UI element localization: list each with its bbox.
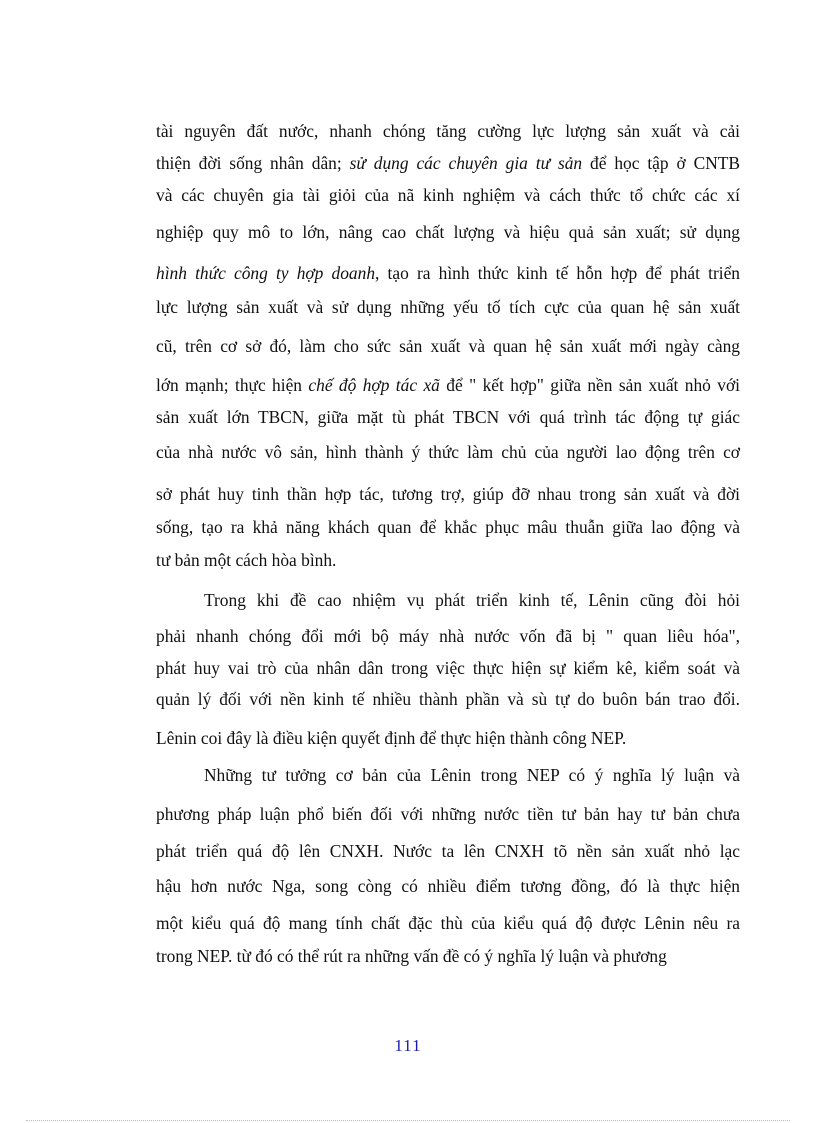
text-line: [156, 517, 740, 537]
text-run: lực lượng sản xuất và sử dụng những yếu tố tích cực của quan hệ sản xuất: [156, 297, 740, 317]
italic-term: chế độ hợp tác xã: [308, 375, 440, 395]
text-line: [156, 375, 740, 395]
text-run: sản xuất lớn TBCN, giữa mặt tù phát TBCN với quá trình tác động tự giác: [156, 407, 740, 427]
text-run: phải nhanh chóng đổi mới bộ máy nhà nước vốn đã bị " quan liêu hóa",: [156, 626, 740, 646]
text-run: Những tư tưởng cơ bản của Lênin trong NEP có ý nghĩa lý luận và: [204, 765, 740, 785]
text-run: và các chuyên gia tài giỏi của nã kinh nghiệm và cách thức tổ chức các xí: [156, 185, 740, 205]
text-run: của nhà nước vô sản, hình thành ý thức làm chủ của người lao động trên cơ: [156, 442, 740, 462]
text-run: để " kết hợp" giữa nền sản xuất nhỏ với: [439, 375, 740, 395]
text-run: để học tập ở CNTB: [582, 153, 740, 173]
text-run: lớn mạnh; thực hiện: [156, 375, 309, 395]
text-line: [156, 658, 740, 678]
text-line: [156, 121, 740, 141]
text-line: [156, 590, 740, 610]
text-line: [156, 484, 740, 504]
text-run: trong NEP. từ đó có thể rút ra những vấn đề có ý nghĩa lý luận và phương: [156, 946, 667, 966]
text-line: [156, 153, 740, 173]
text-line: [156, 222, 740, 242]
text-run: tài nguyên đất nước, nhanh chóng tăng cường lực lượng sản xuất và cải: [156, 121, 740, 141]
text-line: [156, 336, 740, 356]
text-run: Trong khi đề cao nhiệm vụ phát triển kinh tế, Lênin cũng đòi hỏi: [204, 590, 740, 610]
text-run: cũ, trên cơ sở đó, làm cho sức sản xuất và quan hệ sản xuất mới ngày càng: [156, 336, 740, 356]
text-line: [156, 804, 740, 824]
text-run: một kiểu quá độ mang tính chất đặc thù của kiểu quá độ được Lênin nêu ra: [156, 913, 740, 933]
text-line: [156, 728, 740, 748]
text-run: tư bản một cách hòa bình.: [156, 550, 337, 570]
text-line: [156, 442, 740, 462]
text-run: sống, tạo ra khả năng khách quan để khắc phục mâu thuẫn giữa lao động và: [156, 517, 740, 537]
text-line: [156, 297, 740, 317]
text-line: [156, 626, 740, 646]
text-line: [156, 407, 740, 427]
text-run: quản lý đối với nền kinh tế nhiều thành phần và sù tự do buôn bán trao đổi.: [156, 689, 740, 709]
text-line: [156, 550, 740, 570]
text-run: hậu hơn nước Nga, song còng có nhiều điểm tương đồng, đó là thực hiện: [156, 876, 740, 896]
italic-term: hình thức công ty hợp doanh: [156, 263, 376, 283]
text-run: phát triển quá độ lên CNXH. Nước ta lên CNXH tõ nền sản xuất nhỏ lạc: [156, 841, 740, 861]
text-run: phát huy vai trò của nhân dân trong việc thực hiện sự kiểm kê, kiểm soát và: [156, 658, 740, 678]
text-line: [156, 841, 740, 861]
text-run: nghiệp quy mô to lớn, nâng cao chất lượng và hiệu quả sản xuất; sử dụng: [156, 222, 740, 242]
text-line: [156, 263, 740, 283]
text-line: [156, 913, 740, 933]
text-line: [156, 765, 740, 785]
text-line: [156, 946, 740, 966]
text-line: [156, 185, 740, 205]
text-run: thiện đời sống nhân dân;: [156, 153, 350, 173]
text-line: [156, 876, 740, 896]
page-number: 111: [394, 1036, 422, 1055]
footer-divider: [26, 1120, 790, 1121]
text-run: , tạo ra hình thức kinh tế hỗn hợp để phát triển: [375, 263, 741, 283]
text-line: [156, 689, 740, 709]
italic-term: sử dụng các chuyên gia tư sản: [349, 153, 583, 173]
text-run: Lênin coi đây là điều kiện quyết định để thực hiện thành công NEP.: [156, 728, 627, 748]
text-run: sở phát huy tinh thần hợp tác, tương trợ, giúp đỡ nhau trong sản xuất và đời: [156, 484, 740, 504]
text-run: phương pháp luận phổ biến đối với những nước tiền tư bản hay tư bản chưa: [156, 804, 740, 824]
